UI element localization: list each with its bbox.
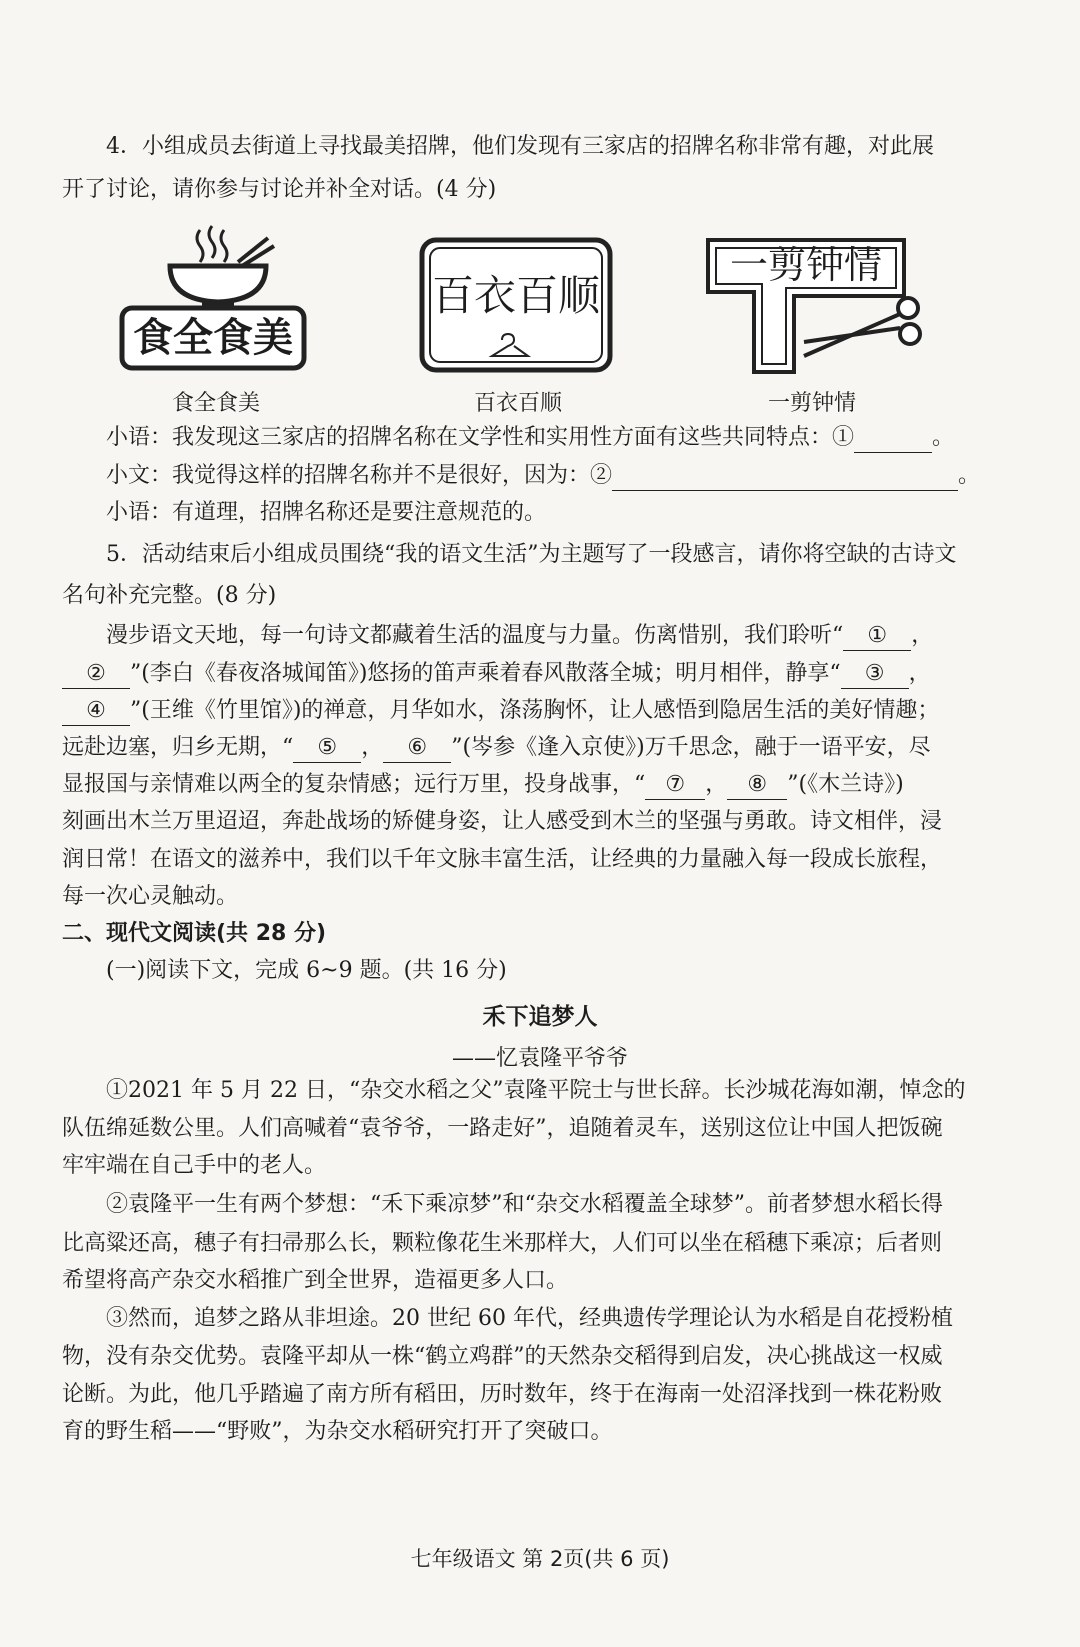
q5-line-1: 5．活动结束后小组成员围绕“我的语文生活”为主题写了一段感言，请你将空缺的古诗文 (106, 542, 957, 567)
passage-line-10: 育的野生稻——“野败”，为杂交水稻研究打开了突破口。 (62, 1419, 613, 1444)
passage-line-6: 希望将高产杂交水稻推广到全世界，造福更多人口。 (62, 1268, 569, 1293)
sign-baiyibaishun (418, 236, 614, 374)
sign-1-caption: 食全食美 (171, 391, 260, 416)
dialogue-1-prefix: 小语：我发现这三家店的招牌名称在文学性和实用性方面有这些共同特点：① (106, 425, 855, 450)
blank-answer-2[interactable] (612, 462, 958, 491)
dialogue-1-suffix: 。 (932, 425, 955, 450)
q5-line-2: 名句补充完整。(8 分) (62, 583, 277, 608)
q5-text-4b: ， (361, 735, 384, 760)
poem-blank-8[interactable]: ⑧ (727, 771, 787, 800)
passage-line-7: ③然而，追梦之路从非坦途。20 世纪 60 年代，经典遗传学理论认为水稻是自花授粉植 (106, 1306, 953, 1331)
sign-2-caption: 百衣百顺 (473, 391, 562, 416)
blank-answer-1[interactable] (854, 424, 932, 453)
q5-para-line-8: 每一次心灵触动。 (62, 884, 239, 909)
passage-line-4: ②袁隆平一生有两个梦想：“禾下乘凉梦”和“杂交水稻覆盖全球梦”。前者梦想水稻长得 (106, 1192, 943, 1217)
sign-1-text: 食全食美 (133, 315, 293, 361)
poem-blank-4[interactable]: ④ (62, 697, 130, 726)
sign-3-text: 一剪钟情 (729, 243, 882, 287)
poem-blank-2[interactable]: ② (62, 660, 130, 689)
q5-para-line-5 (62, 771, 1032, 800)
passage-line-8: 物，没有杂交优势。袁隆平却从一株“鹤立鸡群”的天然杂交稻得到启发，决心挑战这一权威 (62, 1344, 943, 1369)
dialogue-line-1 (106, 424, 1032, 453)
q5-text-1a: 漫步语文天地，每一句诗文都藏着生活的温度与力量。伤离惜别，我们聆听“ (106, 623, 844, 648)
q5-para-line-1 (106, 622, 1032, 651)
dialogue-line-2 (106, 462, 1032, 491)
section-2-heading: 二、现代文阅读(共 28 分) (62, 921, 327, 946)
q5-para-line-7: 润日常！在语文的滋养中，我们以千年文脉丰富生活，让经典的力量融入每一段成长旅程， (62, 847, 943, 872)
passage-line-2: 队伍绵延数公里。人们高喊着“袁爷爷，一路走好”，追随着灵车，送别这位让中国人把饭碗 (62, 1116, 943, 1141)
dialogue-2-prefix: 小文：我觉得这样的招牌名称并不是很好，因为：② (106, 463, 613, 488)
q5-text-2b: ， (908, 661, 931, 686)
passage-line-1: ①2021 年 5 月 22 日，“杂交水稻之父”袁隆平院士与世长辞。长沙城花海如潮，悼念的 (106, 1078, 966, 1103)
passage-line-5: 比高粱还高，穗子有扫帚那么长，颗粒像花生米那样大，人们可以坐在稻穗下乘凉；后者则 (62, 1231, 943, 1256)
q5-text-1b: ， (911, 623, 934, 648)
poem-blank-7[interactable]: ⑦ (645, 771, 705, 800)
q5-text-2a: ”(李白《春夜洛城闻笛》)悠扬的笛声乘着春风散落全城；明月相伴，静享“ (130, 661, 841, 686)
poem-blank-1[interactable]: ① (843, 622, 911, 651)
sign-2-text: 百衣百顺 (431, 271, 600, 320)
page-footer: 七年级语文 第 2页(共 6 页) (410, 1547, 670, 1571)
poem-blank-6[interactable]: ⑥ (383, 734, 451, 763)
passage-line-9: 论断。为此，他几乎踏遍了南方所有稻田，历时数年，终于在海南一处沼泽找到一株花粉败 (62, 1382, 943, 1407)
q5-para-line-4 (62, 734, 1032, 763)
q5-text-5a: 显报国与亲情难以两全的复杂情感；远行万里，投身战事，“ (62, 772, 646, 797)
article-title: 禾下追梦人 (482, 1004, 598, 1030)
section-2-subheading: (一)阅读下文，完成 6~9 题。(共 16 分) (106, 958, 507, 983)
q5-para-line-3 (62, 697, 1032, 726)
dialogue-line-3: 小语：有道理，招牌名称还是要注意规范的。 (106, 500, 547, 525)
sign-yijianzhongqing (704, 236, 924, 376)
q5-text-5b: ， (705, 772, 728, 797)
q4-line-2: 开了讨论，请你参与讨论并补全对话。(4 分) (62, 177, 497, 202)
poem-blank-5[interactable]: ⑤ (293, 734, 361, 763)
sign-shiquanshimei (118, 222, 308, 372)
q5-para-line-6: 刻画出木兰万里迢迢，奔赴战场的矫健身姿，让人感受到木兰的坚强与勇敢。诗文相伴，浸 (62, 809, 943, 834)
passage-line-3: 牢牢端在自己手中的老人。 (62, 1153, 327, 1178)
poem-blank-3[interactable]: ③ (841, 660, 909, 689)
sign-3-caption: 一剪钟情 (767, 391, 856, 416)
article-subtitle: ——忆袁隆平爷爷 (451, 1046, 628, 1071)
q5-text-4a: 远赴边塞，归乡无期，“ (62, 735, 294, 760)
q5-para-line-2 (62, 660, 1032, 689)
q5-text-3a: ”(王维《竹里馆》)的禅意，月华如水，涤荡胸怀，让人感悟到隐居生活的美好情趣； (130, 698, 940, 723)
q4-line-1: 4．小组成员去街道上寻找最美招牌，他们发现有三家店的招牌名称非常有趣，对此展 (106, 134, 934, 159)
dialogue-2-suffix: 。 (958, 463, 981, 488)
q5-text-5c: ”(《木兰诗》) (787, 772, 904, 797)
q5-text-4c: ”(岑参《逢入京使》)万千思念，融于一语平安，尽 (451, 735, 931, 760)
